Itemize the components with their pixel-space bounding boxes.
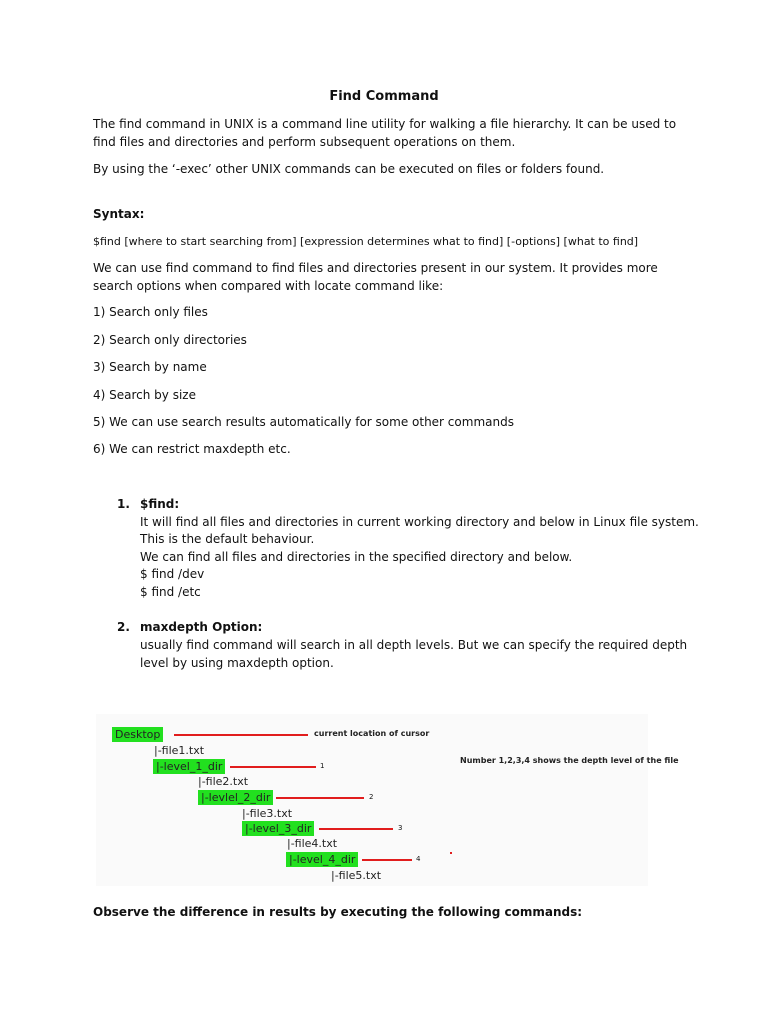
- directory-depth-diagram: [96, 714, 679, 886]
- section-1-line: $ find /etc: [140, 585, 201, 599]
- option-item-6: 6) We can restrict maxdepth etc.: [93, 442, 291, 456]
- syntax-line: $find [where to start searching from] [expression determines what to find] [-options] [what to find]: [93, 235, 639, 248]
- tree-node-file: |-file5.txt: [331, 869, 382, 882]
- section-1-number: 1.: [117, 497, 130, 511]
- tree-node-desktop: Desktop: [112, 727, 163, 742]
- section-1-line: This is the default behaviour.: [140, 532, 315, 546]
- syntax-heading: Syntax:: [93, 207, 145, 221]
- section-2-number: 2.: [117, 620, 130, 634]
- use-line-1: We can use find command to find files and directories present in our system. It provides more: [93, 261, 658, 275]
- intro-line-2: find files and directories and perform subsequent operations on them.: [93, 135, 516, 149]
- section-1-line: It will find all files and directories in current working directory and below in Linux file system.: [140, 515, 699, 529]
- option-item-3: 3) Search by name: [93, 360, 207, 374]
- option-item-5: 5) We can use search results automatically for some other commands: [93, 415, 514, 429]
- section-2-line: usually find command will search in all depth levels. But we can specify the required depth: [140, 638, 688, 652]
- section-2-line: level by using maxdepth option.: [140, 656, 334, 670]
- tree-node-file: |-file2.txt: [198, 775, 249, 788]
- tree-node-file: |-file4.txt: [287, 837, 338, 850]
- depth-label-2: 2: [369, 793, 374, 801]
- depth-line-3: [319, 828, 393, 830]
- section-1-heading: $find:: [140, 497, 180, 511]
- depth-line-1: [230, 766, 316, 768]
- tree-node-level-dir: |-levlel_2_dir: [198, 790, 273, 805]
- red-dot: [450, 852, 452, 854]
- tree-node-file: |-file3.txt: [242, 807, 293, 820]
- tree-node-level-dir: |-level_4_dir: [286, 852, 358, 867]
- depth-line-4: [362, 859, 412, 861]
- depth-line-2: [276, 797, 364, 799]
- option-item-2: 2) Search only directories: [93, 333, 247, 347]
- depth-label-3: 3: [398, 824, 403, 832]
- footer-instruction: Observe the difference in results by executing the following commands:: [93, 905, 583, 919]
- depth-label-4: 4: [416, 855, 421, 863]
- tree-node-level-dir: |-level_1_dir: [153, 759, 225, 774]
- cursor-pointer-line: [174, 734, 308, 736]
- section-1-line: We can find all files and directories in the specified directory and below.: [140, 550, 573, 564]
- section-1-line: $ find /dev: [140, 567, 205, 581]
- intro-line-1: The find command in UNIX is a command line utility for walking a file hierarchy. It can be used to: [93, 117, 677, 131]
- depth-label-1: 1: [320, 762, 325, 770]
- use-line-2: search options when compared with locate command like:: [93, 279, 444, 293]
- section-2-heading: maxdepth Option:: [140, 620, 263, 634]
- cursor-annotation: current location of cursor: [314, 729, 430, 738]
- option-item-1: 1) Search only files: [93, 305, 208, 319]
- tree-node-file: |-file1.txt: [154, 744, 205, 757]
- depth-annotation: Number 1,2,3,4 shows the depth level of the file: [460, 756, 679, 765]
- page-title: Find Command: [329, 89, 439, 104]
- option-item-4: 4) Search by size: [93, 388, 196, 402]
- tree-node-level-dir: |-level_3_dir: [242, 821, 314, 836]
- intro-line-3: By using the ‘-exec’ other UNIX commands can be executed on files or folders found.: [93, 162, 605, 176]
